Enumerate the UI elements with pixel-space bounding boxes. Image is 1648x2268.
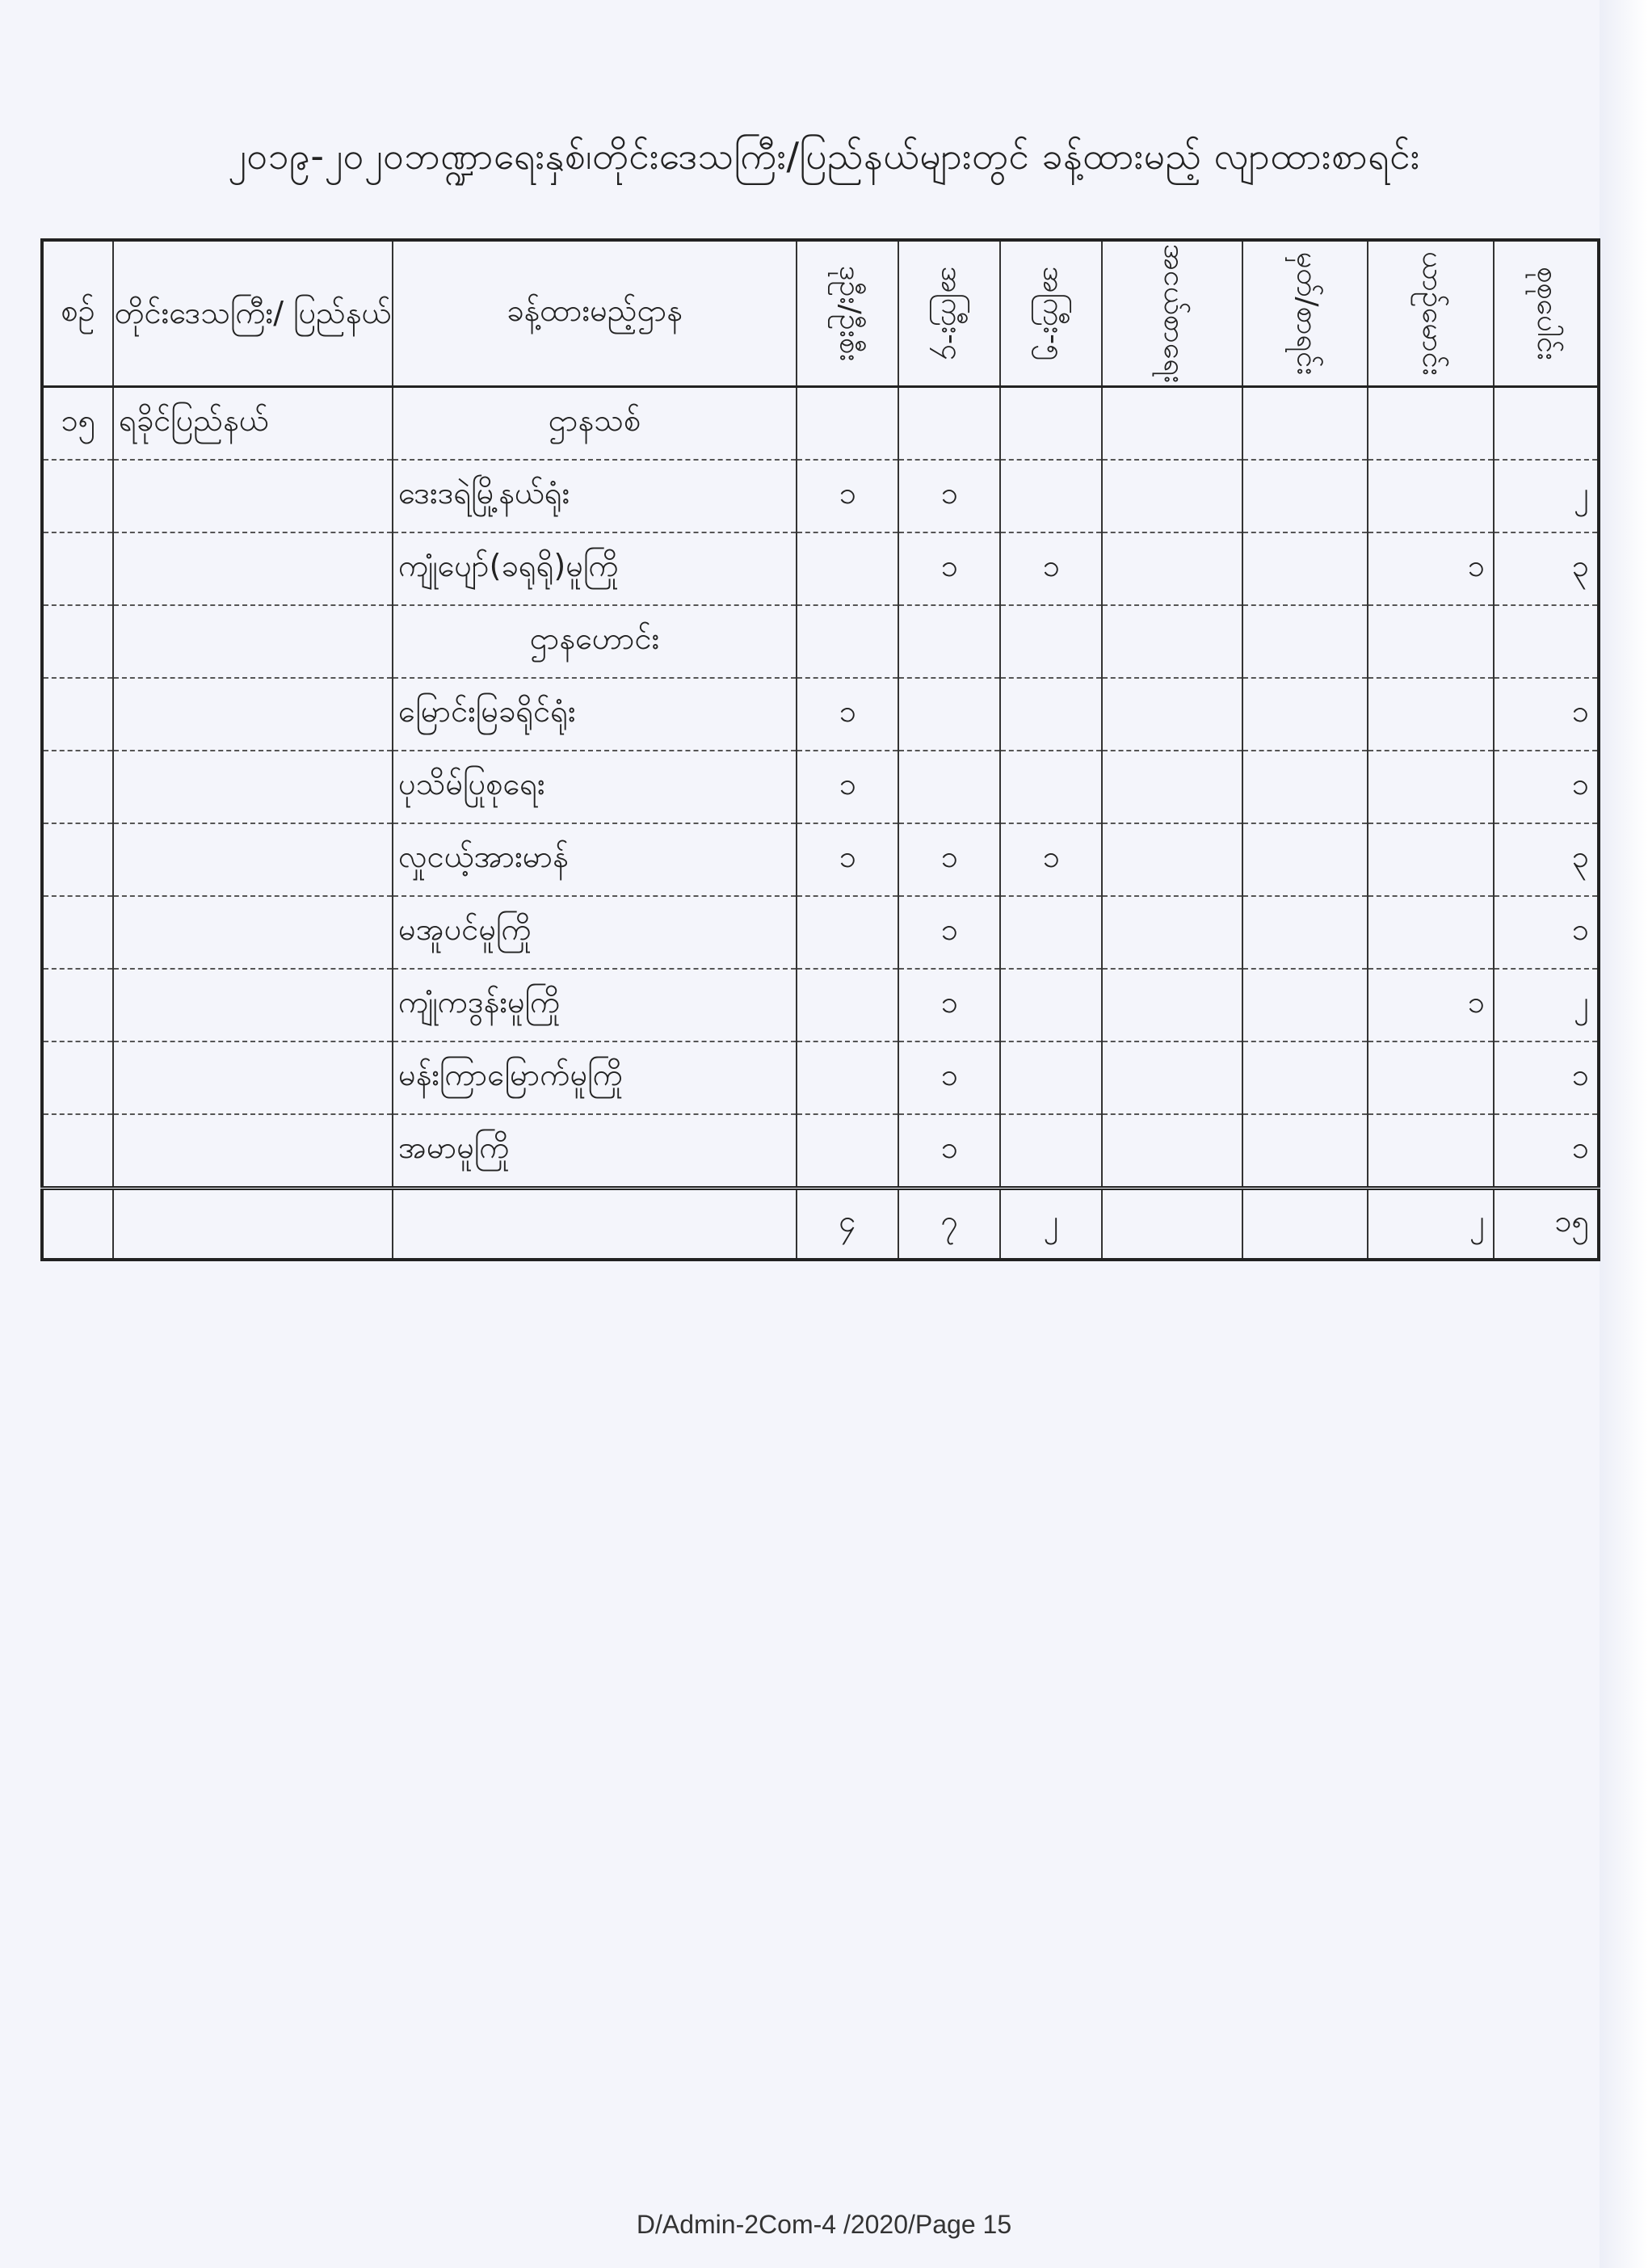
- count-cell: [898, 678, 1000, 751]
- row-total-cell: ၁: [1494, 896, 1599, 969]
- totals-serial-cell: [42, 1189, 113, 1260]
- department-cell: မအူပင်မူကြို: [393, 896, 797, 969]
- count-cell: [1242, 532, 1368, 605]
- header-col-4: အငယ်စာရေး: [1102, 240, 1242, 387]
- count-cell: [1102, 460, 1242, 532]
- serial-cell: ၁၅: [42, 387, 113, 461]
- count-cell: [1000, 387, 1102, 461]
- totals-region-cell: [113, 1189, 393, 1260]
- count-cell: [1368, 605, 1494, 678]
- table-row: [42, 1041, 1599, 1114]
- serial-cell: [42, 460, 113, 532]
- region-cell: [113, 605, 393, 678]
- header-region: တိုင်းဒေသကြီး/ ပြည်နယ်: [113, 240, 393, 387]
- count-cell: [797, 532, 898, 605]
- table-row: [42, 605, 1599, 678]
- count-cell: ၁: [1000, 823, 1102, 896]
- region-cell: [113, 678, 393, 751]
- count-cell: [1368, 1114, 1494, 1189]
- count-cell: [1102, 896, 1242, 969]
- count-cell: [1000, 460, 1102, 532]
- count-cell: [1242, 387, 1368, 461]
- region-cell: [113, 1114, 393, 1189]
- count-cell: [1102, 1114, 1242, 1189]
- document-title: ၂၀၁၉-၂၀၂၀ဘဏ္ဍာရေးနှစ်၊တိုင်းဒေသကြီး/ပြည်နယ်များတွင် ခန့်ထားမည့် လျာထားစာရင်း: [228, 134, 1420, 178]
- count-cell: ၁: [1000, 532, 1102, 605]
- count-cell: [1242, 896, 1368, 969]
- total-col-2: ၇: [898, 1189, 1000, 1260]
- count-cell: [797, 969, 898, 1041]
- total-col-6: ၂: [1368, 1189, 1494, 1260]
- count-cell: ၁: [797, 460, 898, 532]
- region-cell: [113, 751, 393, 823]
- department-cell: ကျုံပျော်(ခရုရို)မူကြို: [393, 532, 797, 605]
- department-cell: မန်းကြာမြောက်မူကြို: [393, 1041, 797, 1114]
- region-cell: [113, 823, 393, 896]
- count-cell: [797, 896, 898, 969]
- row-total-cell: ၂: [1494, 460, 1599, 532]
- totals-row: [42, 1189, 1599, 1260]
- table-body: [42, 387, 1599, 1189]
- serial-cell: [42, 751, 113, 823]
- total-col-3: ၂: [1000, 1189, 1102, 1260]
- count-cell: [1102, 1041, 1242, 1114]
- page-edge: [1600, 0, 1648, 2268]
- count-cell: ၁: [1368, 532, 1494, 605]
- count-cell: [797, 387, 898, 461]
- count-cell: [1000, 678, 1102, 751]
- department-cell: ကျုံကဒွန်းမူကြို: [393, 969, 797, 1041]
- count-cell: ၁: [898, 896, 1000, 969]
- table-row: [42, 532, 1599, 605]
- table-row: [42, 1114, 1599, 1189]
- total-col-4: [1102, 1189, 1242, 1260]
- count-cell: [1000, 896, 1102, 969]
- department-cell: အမာမူကြို: [393, 1114, 797, 1189]
- table-row: [42, 969, 1599, 1041]
- region-cell: [113, 532, 393, 605]
- count-cell: [1368, 823, 1494, 896]
- count-cell: [1102, 532, 1242, 605]
- count-cell: [1000, 605, 1102, 678]
- count-cell: [1368, 896, 1494, 969]
- count-cell: [1242, 969, 1368, 1041]
- count-cell: ၁: [1368, 969, 1494, 1041]
- count-cell: [797, 1114, 898, 1189]
- count-cell: ၁: [797, 751, 898, 823]
- row-total-cell: ၃: [1494, 532, 1599, 605]
- count-cell: ၁: [898, 969, 1000, 1041]
- count-cell: [1000, 969, 1102, 1041]
- serial-cell: [42, 532, 113, 605]
- count-cell: ၁: [898, 1114, 1000, 1189]
- table-header-row: [42, 240, 1599, 387]
- count-cell: [797, 605, 898, 678]
- count-cell: [1368, 1041, 1494, 1114]
- total-col-1: ၄: [797, 1189, 898, 1260]
- header-department: ခန့်ထားမည့်ဌာန: [393, 240, 797, 387]
- count-cell: [1102, 969, 1242, 1041]
- region-cell: ရခိုင်ပြည်နယ်: [113, 387, 393, 461]
- serial-cell: [42, 605, 113, 678]
- header-col-total: စုစုပေါင်း: [1494, 240, 1599, 387]
- count-cell: [1000, 751, 1102, 823]
- total-col-5: [1242, 1189, 1368, 1260]
- count-cell: [1102, 387, 1242, 461]
- count-cell: [1102, 605, 1242, 678]
- region-cell: [113, 969, 393, 1041]
- count-cell: ၁: [898, 460, 1000, 532]
- region-cell: [113, 460, 393, 532]
- count-cell: [1242, 678, 1368, 751]
- row-total-cell: ၁: [1494, 678, 1599, 751]
- table-row: [42, 678, 1599, 751]
- count-cell: [1368, 751, 1494, 823]
- department-cell: မြောင်းမြခရိုင်ရုံး: [393, 678, 797, 751]
- totals-department-cell: [393, 1189, 797, 1260]
- table-row: [42, 460, 1599, 532]
- row-total-cell: ၁: [1494, 1041, 1599, 1114]
- row-total-cell: ၁: [1494, 1114, 1599, 1189]
- count-cell: [1102, 678, 1242, 751]
- header-col-3: အကြီး-၅: [1000, 240, 1102, 387]
- count-cell: [1242, 823, 1368, 896]
- count-cell: [898, 387, 1000, 461]
- row-total-cell: ၁: [1494, 751, 1599, 823]
- serial-cell: [42, 896, 113, 969]
- table-row: [42, 823, 1599, 896]
- count-cell: [1368, 460, 1494, 532]
- row-total-cell: [1494, 605, 1599, 678]
- count-cell: [898, 751, 1000, 823]
- header-col-2: အကြီး-၄: [898, 240, 1000, 387]
- header-col-5: မှတ်/စာရင်း: [1242, 240, 1368, 387]
- count-cell: [1242, 751, 1368, 823]
- count-cell: [1368, 387, 1494, 461]
- department-cell: ပုသိမ်ပြုစုရေး: [393, 751, 797, 823]
- region-cell: [113, 1041, 393, 1114]
- count-cell: [797, 1041, 898, 1114]
- count-cell: [1368, 678, 1494, 751]
- page-footer: D/Admin-2Com-4 /2020/Page 15: [636, 2210, 1012, 2239]
- count-cell: ၁: [898, 823, 1000, 896]
- table-row: [42, 896, 1599, 969]
- row-total-cell: ၃: [1494, 823, 1599, 896]
- header-col-6: ယာဉ်မောင်း: [1368, 240, 1494, 387]
- table-row: [42, 387, 1599, 461]
- staffing-table: [40, 238, 1600, 1261]
- count-cell: [1000, 1041, 1102, 1114]
- count-cell: [1242, 605, 1368, 678]
- serial-cell: [42, 969, 113, 1041]
- department-cell: ဒေးဒရဲမြို့နယ်ရုံး: [393, 460, 797, 532]
- count-cell: ၁: [898, 1041, 1000, 1114]
- count-cell: [1102, 751, 1242, 823]
- serial-cell: [42, 1114, 113, 1189]
- count-cell: [1000, 1114, 1102, 1189]
- count-cell: ၁: [797, 823, 898, 896]
- department-heading: ဌာနသစ်: [393, 387, 797, 461]
- table-row: [42, 751, 1599, 823]
- department-cell: လှုငယ့်အားမာန်: [393, 823, 797, 896]
- header-col-1: ဒုဦး/ဦးစီး: [797, 240, 898, 387]
- total-col-total: ၁၅: [1494, 1189, 1599, 1260]
- department-heading: ဌာနဟောင်း: [393, 605, 797, 678]
- count-cell: [898, 605, 1000, 678]
- count-cell: [1102, 823, 1242, 896]
- serial-cell: [42, 1041, 113, 1114]
- row-total-cell: [1494, 387, 1599, 461]
- serial-cell: [42, 678, 113, 751]
- row-total-cell: ၂: [1494, 969, 1599, 1041]
- header-serial: စဉ်: [42, 240, 113, 387]
- count-cell: [1242, 1114, 1368, 1189]
- region-cell: [113, 896, 393, 969]
- count-cell: [1242, 460, 1368, 532]
- count-cell: ၁: [898, 532, 1000, 605]
- serial-cell: [42, 823, 113, 896]
- count-cell: ၁: [797, 678, 898, 751]
- count-cell: [1242, 1041, 1368, 1114]
